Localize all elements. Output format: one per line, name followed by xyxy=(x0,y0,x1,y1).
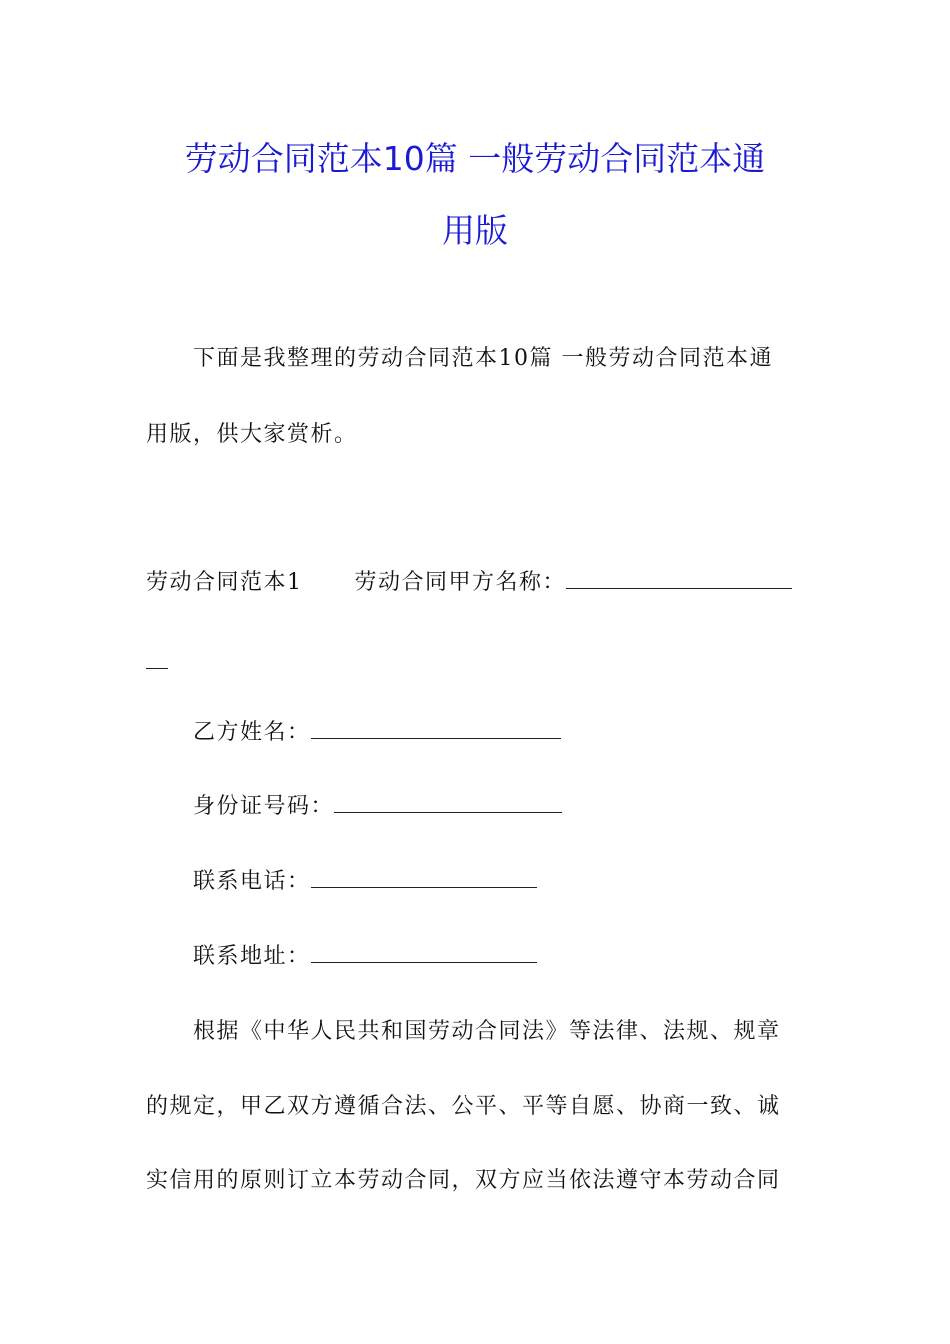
document-title-line-1: 劳动合同范本10篇 一般劳动合同范本通 xyxy=(184,139,766,178)
party-a-label: 劳动合同甲方名称： xyxy=(354,570,567,595)
contract-heading: 劳动合同范本1 xyxy=(146,570,303,595)
address-label: 联系地址： xyxy=(193,944,311,969)
document-title-line-2: 用版 xyxy=(442,211,508,250)
address-blank xyxy=(311,942,537,963)
party-a-blank-continued xyxy=(146,648,168,678)
party-b-name-label: 乙方姓名： xyxy=(193,720,311,745)
paragraph-1-line-2: 的规定，甲乙双方遵循合法、公平、平等自愿、协商一致、诚 xyxy=(146,1094,781,1119)
party-a-blank-tail xyxy=(146,648,168,669)
paragraph-1-line-3: 实信用的原则订立本劳动合同，双方应当依法遵守本劳动合同 xyxy=(146,1168,781,1193)
address-row xyxy=(193,942,537,972)
phone-label: 联系电话： xyxy=(193,869,311,894)
party-b-name-row xyxy=(193,718,561,748)
party-b-name-blank xyxy=(311,718,561,739)
id-number-label: 身份证号码： xyxy=(193,794,335,819)
contract-heading-row xyxy=(146,568,792,598)
party-a-blank xyxy=(566,568,792,589)
paragraph-1-line-1: 根据《中华人民共和国劳动合同法》等法律、法规、规章 xyxy=(193,1019,781,1044)
intro-line-2: 用版，供大家赏析。 xyxy=(146,422,358,447)
intro-line-1: 下面是我整理的劳动合同范本10篇 一般劳动合同范本通 xyxy=(193,346,773,371)
phone-row xyxy=(193,867,537,897)
id-number-row xyxy=(193,792,562,822)
phone-blank xyxy=(311,867,537,888)
id-number-blank xyxy=(334,792,562,813)
